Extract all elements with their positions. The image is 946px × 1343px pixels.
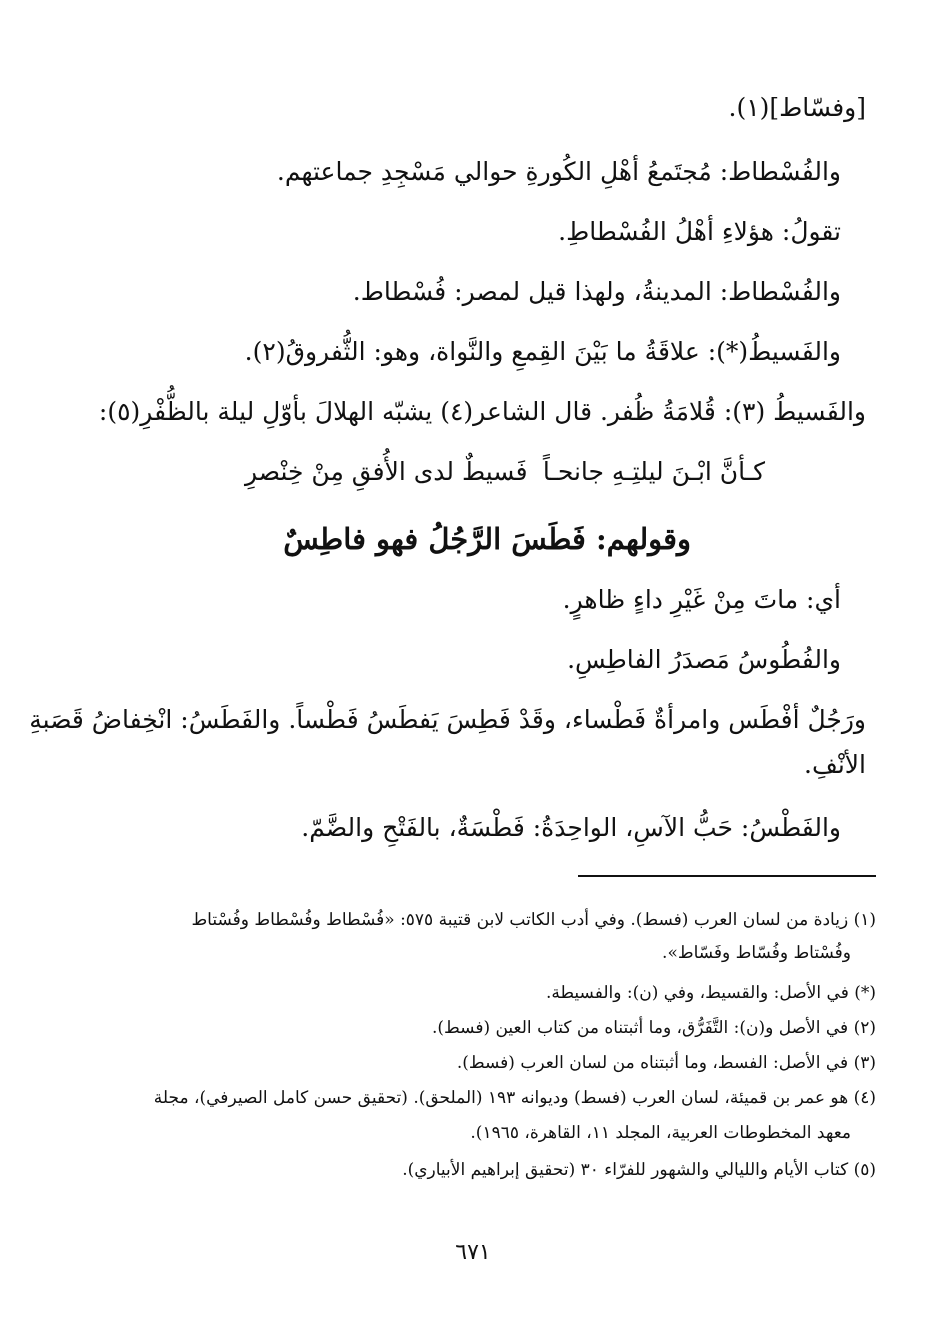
footnote-1-line-2: وفُسْتاط وفُسّاط وفَسّاط».: [662, 943, 851, 963]
footnote-star: (*) في الأصل: والقسيط، وفي (ن): والفسيطة.: [545, 983, 876, 1003]
text-line-8: والفُطُوسُ مَصدَرُ الفاطِسِ.: [567, 645, 841, 674]
page-number: ٦٧١: [455, 1240, 491, 1265]
footnote-4-line-2: معهد المخطوطات العربية، المجلد ١١، القاهرة، ١٩٦٥).: [470, 1123, 851, 1143]
footnote-2: (٢) في الأصل و(ن): التَّفَرُّق، وما أثبتناه من كتاب العين (فسط).: [431, 1018, 876, 1038]
footnote-3: (٣) في الأصل: الفسط، وما أثبتناه من لسان العرب (فسط).: [456, 1053, 876, 1073]
footnote-5: (٥) كتاب الأيام والليالي والشهور للفرّاء ٣٠ (تحقيق إبراهيم الأبياري).: [402, 1160, 876, 1180]
text-line-9: ورَجُلٌ أفْطَس وامرأةٌ فَطْساء، وقَدْ فَطِسَ يَفطَسُ فَطْساً. والفَطَسُ: انْخِفاضُ قَصَبةِ: [29, 705, 866, 734]
verse-first-hemistich: كـأنَّ ابْـنَ ليلتِـهِ جانحـاً: [542, 457, 765, 486]
text-line-6: والفَسيطُ (٣): قُلامَةُ ظُفر. قال الشاعر(٤) يشبّه الهلالَ بأوّلِ ليلة بالظُّفْرِ(٥):: [98, 397, 866, 426]
text-line-11: والفَطْسُ: حَبُّ الآسِ، الواحِدَةُ: فَطْسَةٌ، بالفَتْحِ والضَّمّ.: [301, 813, 841, 842]
verse-second-hemistich: فَسيطٌ لدى الأُفقِ مِنْ خِنْصرِ: [245, 457, 528, 486]
text-line-10: الأنْفِ.: [804, 750, 866, 779]
text-line-5: والفَسيطُ(*): علاقَةُ ما بَيْنَ القِمعِ والنَّواة، وهو: الثُّفروقُ(٢).: [244, 337, 841, 366]
text-line-2: والفُسْطاط: مُجتَمعُ أهْلِ الكُورةِ حوالي مَسْجِدِ جماعتهم.: [276, 157, 841, 186]
text-line-1: [وفسّاط](١).: [728, 93, 866, 122]
text-line-7: أي: ماتَ مِنْ غَيْرِ داءٍ ظاهرٍ.: [562, 585, 841, 614]
footnote-4-line-1: (٤) هو عمر بن قميئة، لسان العرب (فسط) وديوانه ١٩٣ (الملحق). (تحقيق حسن كامل الصيرفي)، مجلة: [153, 1088, 876, 1108]
footnote-1-line-1: (١) زيادة من لسان العرب (فسط). وفي أدب الكاتب لابن قتيبة ٥٧٥: «فُسْطاط وفُسْطاط وفُسْتاط: [191, 910, 876, 930]
footnote-divider: [578, 875, 876, 877]
text-line-4: والفُسْطاط: المدينةُ، ولهذا قيل لمصر: فُسْطاط.: [352, 277, 841, 306]
poetry-verse: [245, 452, 765, 492]
text-line-3: تقولُ: هؤلاءِ أهْلُ الفُسْطاطِ.: [558, 217, 841, 246]
section-heading: وقولهم: فَطَسَ الرَّجُلُ فهو فاطِسٌ: [283, 522, 691, 556]
